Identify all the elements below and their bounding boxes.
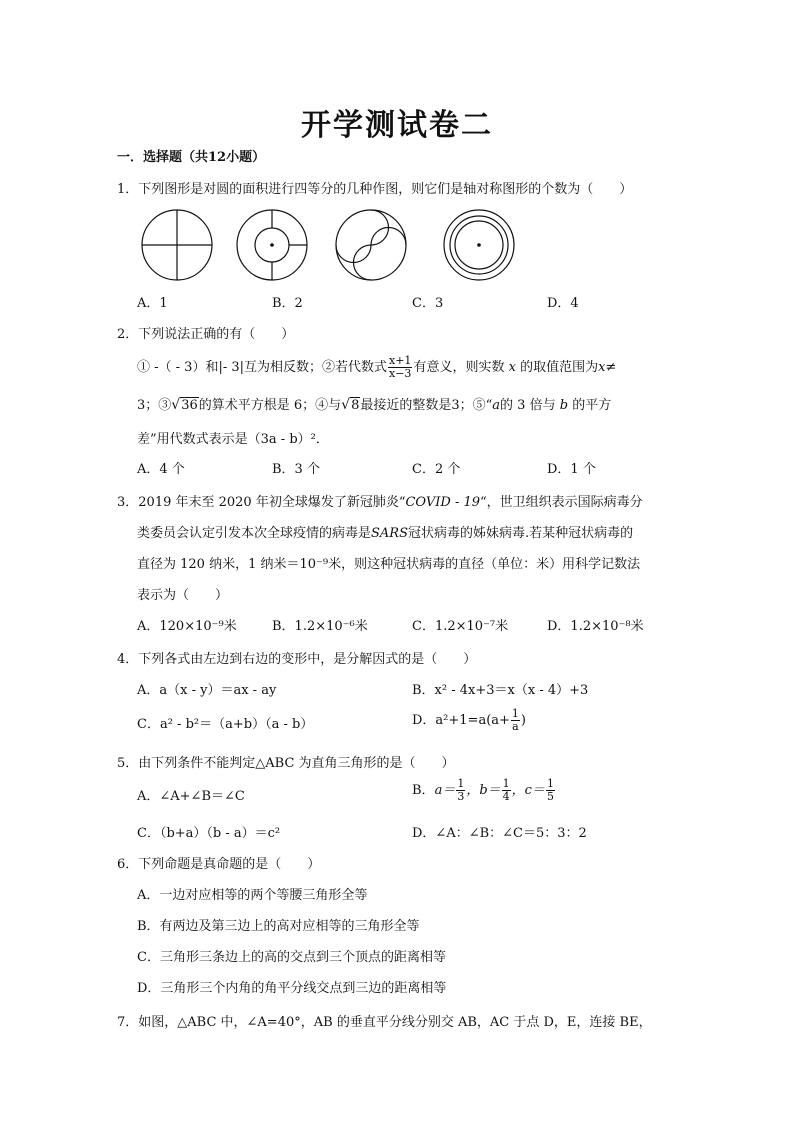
q5-b-text: ，c＝ bbox=[511, 783, 545, 798]
q3-line-1 bbox=[117, 491, 643, 510]
figure-concentric bbox=[444, 210, 514, 280]
q2-text: x≠ bbox=[598, 360, 617, 375]
q3-text: “，世卫组织表示国际病毒分 bbox=[480, 495, 643, 510]
q4-d-text: D．a²+1=a(a+ bbox=[412, 713, 510, 728]
q2-text: 的平方 bbox=[572, 398, 612, 413]
q2-text: 的算术平方根是 6；④与 bbox=[198, 398, 342, 413]
fraction-denominator: 5 bbox=[546, 790, 554, 803]
fraction-denominator: x−3 bbox=[389, 367, 412, 380]
sqrt-36: 36 bbox=[181, 398, 198, 413]
q3-option-b: B．1.2×10⁻⁶米 bbox=[272, 619, 368, 634]
section-heading: 一．选择题（共12小题） bbox=[117, 150, 266, 165]
q2-text: 3；③ bbox=[137, 398, 172, 413]
q5-option-b bbox=[412, 778, 556, 803]
q3-line-2 bbox=[137, 522, 633, 541]
q3-term: COVID - 19 bbox=[405, 495, 481, 510]
sqrt-8: 8 bbox=[351, 398, 360, 413]
q2-text: 的 3 倍与 bbox=[500, 398, 556, 413]
q3-line-3: 直径为 120 纳米，1 纳米＝10⁻⁹米，则这种冠状病毒的直径（单位：米）用科学记数法 bbox=[137, 557, 641, 572]
q6-option-b: B．有两边及第三边上的高对应相等的三角形全等 bbox=[137, 919, 420, 934]
q2-line-3: 差”用代数式表示是（3a - b）²． bbox=[137, 432, 329, 447]
fraction-numerator: 1 bbox=[511, 707, 519, 720]
figure-circle-cross bbox=[142, 210, 212, 280]
fraction-numerator: x+1 bbox=[389, 354, 412, 367]
q3-text: 冠状病毒的姊妹病毒.若某种冠状病毒的 bbox=[408, 526, 634, 541]
q4-d-text: ) bbox=[520, 713, 526, 728]
q5-b-text: a＝ bbox=[434, 783, 456, 798]
sqrt-symbol: √ bbox=[341, 397, 351, 413]
q6-option-c: C．三角形三条边上的高的交点到三个顶点的距离相等 bbox=[137, 950, 446, 965]
q1-figures bbox=[130, 205, 690, 285]
q2-option-b: B．3 个 bbox=[272, 462, 320, 477]
question-7-stem: 7．如图，△ABC 中，∠A=40°，AB 的垂直平分线分别交 AB，AC 于点 D，E，连接 BE， bbox=[117, 1015, 652, 1030]
question-2-stem: 2．下列说法正确的有（ ） bbox=[117, 327, 295, 342]
q2-text: 有意义，则实数 bbox=[413, 360, 505, 375]
question-6-stem: 6．下列命题是真命题的是（ ） bbox=[117, 857, 321, 872]
question-5-stem: 5．由下列条件不能判定△ABC 为直角三角形的是（ ） bbox=[117, 756, 455, 771]
q6-option-a: A．一边对应相等的两个等腰三角形全等 bbox=[137, 888, 368, 903]
q4-option-c: C．a² - b²＝（a+b）（a - b） bbox=[137, 717, 314, 732]
q3-text: 类委员会认定引发本次全球疫情的病毒是 bbox=[137, 526, 372, 541]
q3-line-4: 表示为（ ） bbox=[137, 588, 229, 603]
variable-a: a bbox=[492, 398, 501, 413]
page-title: 开学测试卷二 bbox=[301, 108, 493, 143]
q2-option-c: C．2 个 bbox=[412, 462, 461, 477]
q2-text: ① -（ - 3）和|- 3|互为相反数；②若代数式 bbox=[137, 360, 388, 375]
figure-ring-divided bbox=[237, 210, 307, 280]
variable-x: x bbox=[508, 360, 516, 375]
q2-option-a: A．4 个 bbox=[137, 462, 185, 477]
q1-option-d: D．4 bbox=[547, 296, 579, 311]
q4-option-a: A．a（x - y）＝ax - ay bbox=[137, 683, 277, 698]
q5-option-a: A．∠A+∠B＝∠C bbox=[137, 789, 245, 804]
q2-fraction bbox=[388, 355, 412, 380]
q3-option-d: D．1.2×10⁻⁸米 bbox=[547, 619, 644, 634]
q3-option-c: C．1.2×10⁻⁷米 bbox=[412, 619, 509, 634]
q2-text: 最接近的整数是3；⑤“ bbox=[360, 398, 493, 413]
q2-text: 的取值范围为 bbox=[520, 360, 599, 375]
q1-option-a: A．1 bbox=[137, 296, 168, 311]
q6-option-d: D．三角形三个内角的角平分线交点到三边的距离相等 bbox=[137, 981, 447, 996]
figure-swirl bbox=[336, 210, 406, 280]
q4-option-b: B．x² - 4x+3＝x（x - 4）+3 bbox=[412, 683, 589, 698]
q5-option-c: C．（b+a）（b - a）＝c² bbox=[137, 826, 281, 841]
q5-b-text: B． bbox=[412, 783, 435, 798]
fraction-denominator: 3 bbox=[457, 790, 465, 803]
q2-line-2 bbox=[137, 394, 611, 413]
q1-option-b: B．2 bbox=[272, 296, 303, 311]
q5-fraction-2 bbox=[502, 778, 511, 803]
q2-line-1 bbox=[137, 355, 616, 380]
question-1-stem: 1．下列图形是对圆的面积进行四等分的几种作图，则它们是轴对称图形的个数为（ ） bbox=[117, 182, 633, 197]
q4-d-fraction bbox=[511, 708, 520, 733]
fraction-numerator: 1 bbox=[502, 777, 510, 790]
q5-fraction-3 bbox=[546, 778, 555, 803]
fraction-numerator: 1 bbox=[457, 777, 465, 790]
fraction-numerator: 1 bbox=[546, 777, 554, 790]
fraction-denominator: 4 bbox=[502, 790, 510, 803]
q4-option-d bbox=[412, 708, 526, 733]
q2-option-d: D．1 个 bbox=[547, 462, 596, 477]
q5-b-text: ，b＝ bbox=[466, 783, 501, 798]
q5-fraction-1 bbox=[456, 778, 465, 803]
variable-b: b bbox=[559, 398, 569, 413]
q3-option-a: A．120×10⁻⁹米 bbox=[137, 619, 237, 634]
q5-option-d: D．∠A：∠B：∠C＝5：3：2 bbox=[412, 826, 587, 841]
q1-option-c: C．3 bbox=[412, 296, 444, 311]
q3-text: 3．2019 年末至 2020 年初全球爆发了新冠肺炎“ bbox=[117, 495, 406, 510]
sqrt-symbol: √ bbox=[171, 397, 181, 413]
q3-term: SARS bbox=[371, 526, 409, 541]
fraction-denominator: a bbox=[512, 720, 519, 733]
question-4-stem: 4．下列各式由左边到右边的变形中，是分解因式的是（ ） bbox=[117, 652, 477, 667]
